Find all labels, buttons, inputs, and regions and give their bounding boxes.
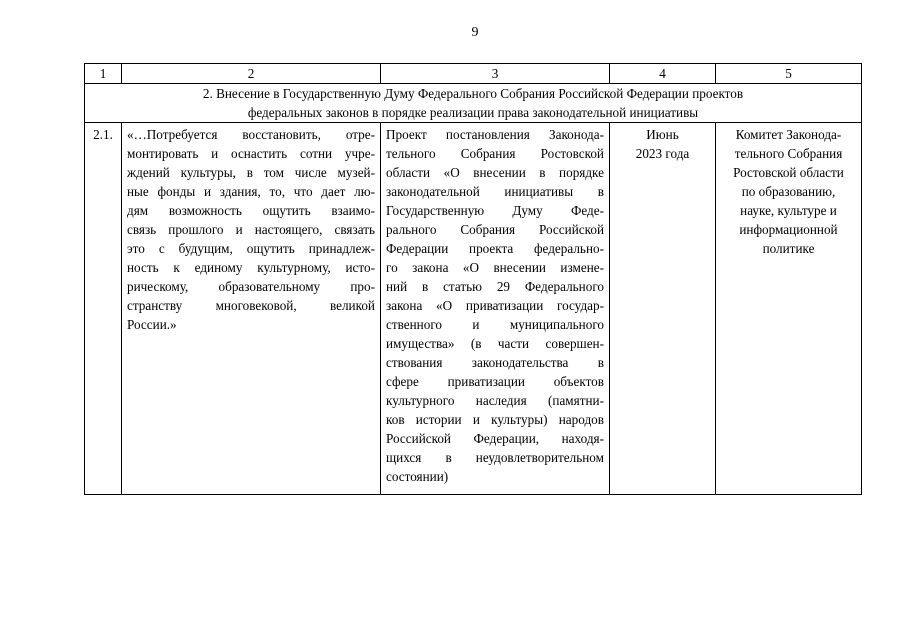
quote-line: дям возможность ощутить взаимо- (127, 203, 375, 218)
measure-line: Проект постановления Законода- (386, 127, 604, 142)
header-row (85, 64, 862, 84)
measure-line: закона «О приватизации государ- (386, 298, 604, 313)
row-number: 2.1. (85, 123, 122, 495)
quote-line: ждений культуры, в том числе музей- (127, 165, 375, 180)
header-cell-5: 5 (716, 64, 862, 84)
responsible-line: Ростовской области (733, 165, 844, 180)
quote-line: это с будущим, ощутить принадлеж- (127, 241, 375, 256)
measure-line: состоянии) (386, 469, 449, 484)
measure-line: культурного наследия (памятни- (386, 393, 604, 408)
quote-line: связь прошлого и настоящего, связать (127, 222, 375, 237)
measure-line: Государственную Думу Феде- (386, 203, 604, 218)
responsible-line: политике (762, 241, 815, 256)
measure-cell (381, 123, 610, 495)
measure-line: Федерации проекта федерально- (386, 241, 604, 256)
quote-line: ность к единому культурному, исто- (127, 260, 375, 275)
measure-line: го закона «О внесении измене- (386, 260, 604, 275)
deadline-cell (610, 123, 716, 495)
responsible-line: Комитет Законода- (735, 127, 842, 142)
quote-line: рическому, образовательному про- (127, 279, 375, 294)
measure-line: законодательной инициативы в (386, 184, 604, 199)
section-title (85, 84, 862, 123)
quote-line: монтировать и оснастить сотни учре- (127, 146, 375, 161)
responsible-line: по образованию, (741, 184, 836, 199)
measure-line: ственного и муниципального (386, 317, 604, 332)
table-row (85, 123, 862, 495)
measure-line: тельного Собрания Ростовской (386, 146, 604, 161)
header-cell-3: 3 (381, 64, 610, 84)
responsible-line: информационной (739, 222, 838, 237)
responsible-line: тельного Собрания (734, 146, 843, 161)
measure-line: ний в статью 29 Федерального (386, 279, 604, 294)
measure-line: рального Собрания Российской (386, 222, 604, 237)
measure-line: ствования законодательства в (386, 355, 604, 370)
header-cell-4: 4 (610, 64, 716, 84)
measure-line: области «О внесении в порядке (386, 165, 604, 180)
measure-line: щихся в неудовлетворительном (386, 450, 604, 465)
measure-line: ков истории и культуры) народов (386, 412, 604, 427)
quote-cell (122, 123, 381, 495)
responsible-cell (716, 123, 862, 495)
quote-line: «…Потребуется восстановить, отре- (127, 127, 375, 142)
quote-line: России.» (127, 317, 177, 332)
responsible-line: науке, культуре и (740, 203, 837, 218)
section-title-line-2: федеральных законов в порядке реализации права законодательной инициативы (247, 105, 699, 120)
header-cell-2: 2 (122, 64, 381, 84)
header-cell-1: 1 (85, 64, 122, 84)
plan-table (84, 63, 862, 495)
quote-line: странству многовековой, великой (127, 298, 375, 313)
page-number: 9 (471, 25, 479, 40)
measure-line: имущества» (в части совершен- (386, 336, 604, 351)
section-title-line-1: 2. Внесение в Государственную Думу Федерального Собрания Российской Федерации проектов (202, 86, 744, 101)
measure-line: сфере приватизации объектов (386, 374, 604, 389)
deadline-line: 2023 года (635, 146, 690, 161)
section-row (85, 84, 862, 123)
measure-line: Российской Федерации, находя- (386, 431, 604, 446)
deadline-line: Июнь (646, 127, 679, 142)
quote-line: ные фонды и здания, то, что дает лю- (127, 184, 375, 199)
